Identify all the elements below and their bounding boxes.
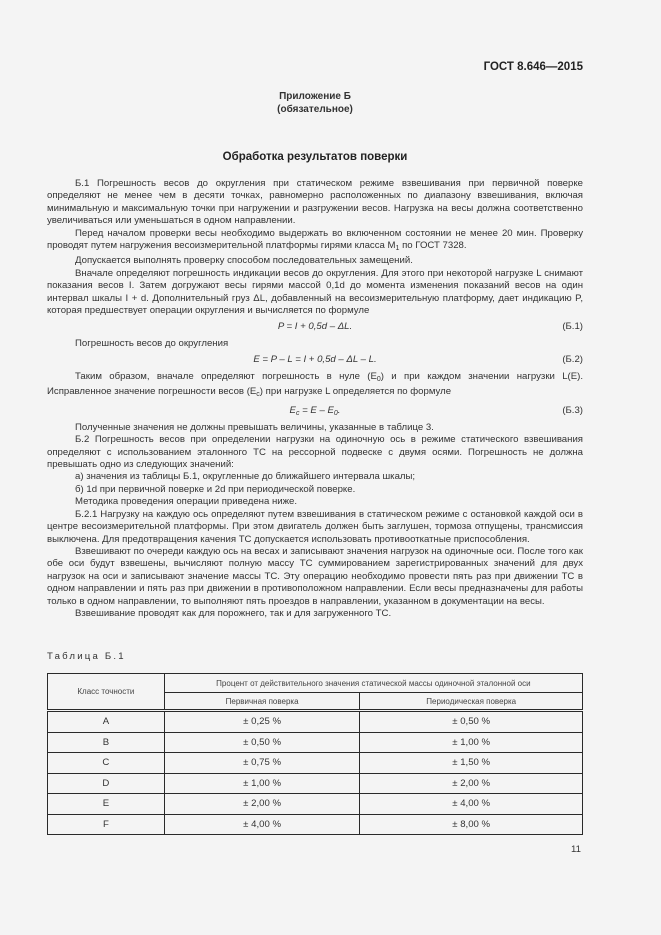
paragraph-substitution: Допускается выполнять проверку способом последовательных замещений. bbox=[75, 255, 413, 267]
accuracy-class-table bbox=[47, 673, 583, 835]
header-initial-verification: Первичная поверка bbox=[164, 693, 360, 711]
list-item-a: а) значения из таблицы Б.1, округленные до ближайшего интервала шкалы; bbox=[75, 471, 416, 483]
paragraph-indication-error: Вначале определяют погрешность индикации весов до округления. Для этого при некоторой нагрузке L снимают показания весов I. Затем догружают весы гирями массой 0,1d до момента изменения показаний весов на один интервал шкалы I + d. Дополнительный груз ΔL, добавленный на весоизмерительную платформу, дает индикацию P, которая предшествует операции округления и вычисляется по формуле bbox=[47, 267, 583, 317]
formula-number: (Б.1) bbox=[562, 321, 583, 333]
formula-b2 bbox=[47, 354, 583, 366]
cell-class: E bbox=[48, 794, 165, 815]
cell-initial: ± 4,00 % bbox=[164, 814, 360, 835]
formula-b3 bbox=[47, 405, 583, 417]
cell-initial: ± 2,00 % bbox=[164, 794, 360, 815]
table-row bbox=[48, 753, 583, 774]
formula-expression: $E_c = E - E_0$. bbox=[289, 405, 341, 418]
cell-periodic: ± 1,50 % bbox=[360, 753, 583, 774]
paragraph-b2: Б.2 Погрешность весов при определении нагрузки на одиночную ось в режиме статического взвешивания определяют с использованием эталонного ТС на рессорной подвеске с двумя осями. Погрешность не должна превышать одно из следующих значений: bbox=[47, 434, 583, 471]
table-row bbox=[48, 711, 583, 733]
section-title: Обработка результатов поверки bbox=[222, 151, 408, 163]
paragraph-preparation: Перед началом проверки весы необходимо выдержать во включенном состоянии не менее 20 мин. Проверку проводят путем нагружения весоизмерительной платформы гирями класса $M_1$ по ГОСТ 7328. bbox=[47, 227, 583, 253]
body-text bbox=[47, 178, 583, 620]
list-item-b: б) 1d при первичной поверке и 2d при периодической поверке. bbox=[75, 483, 356, 495]
header-accuracy-class: Класс точности bbox=[48, 674, 165, 711]
cell-class: D bbox=[48, 773, 165, 794]
annex-heading bbox=[0, 91, 630, 116]
cell-initial: ± 1,00 % bbox=[164, 773, 360, 794]
cell-periodic: ± 2,00 % bbox=[360, 773, 583, 794]
paragraph-b1: Б.1 Погрешность весов до округления при статическом режиме взвешивания при первичной поверке определяют не менее чем в десяти точках, равномерно расположенных по диапазону взвешивания, включая минимальную и максимальную точки при нагружении и разгружении весов. Нагрузка на весы должна соответственно увеличиваться или уменьшаться в одном направлении. bbox=[47, 178, 583, 227]
table-row bbox=[48, 773, 583, 794]
page-number: 11 bbox=[571, 844, 581, 855]
formula-expression: E = P – L = I + 0,5d – ΔL – L. bbox=[253, 354, 377, 366]
cell-initial: ± 0,75 % bbox=[164, 753, 360, 774]
annex-title: Приложение Б bbox=[279, 91, 351, 102]
annex-status: (обязательное) bbox=[277, 103, 353, 115]
cell-periodic: ± 0,50 % bbox=[360, 711, 583, 733]
paragraph-limits: Полученные значения не должны превышать величины, указанные в таблице 3. bbox=[75, 421, 434, 433]
cell-class: C bbox=[48, 753, 165, 774]
formula-b1 bbox=[47, 321, 583, 333]
formula-expression: P = I + 0,5d – ΔL. bbox=[277, 321, 353, 333]
document-code: ГОСТ 8.646—2015 bbox=[483, 61, 583, 73]
cell-periodic: ± 1,00 % bbox=[360, 732, 583, 753]
paragraph-method: Методика проведения операции приведена ниже. bbox=[75, 496, 298, 508]
cell-periodic: ± 8,00 % bbox=[360, 814, 583, 835]
table-row bbox=[48, 814, 583, 835]
cell-class: B bbox=[48, 732, 165, 753]
table-row bbox=[48, 732, 583, 753]
header-periodic-verification: Периодическая поверка bbox=[360, 693, 583, 711]
table-caption: Таблица Б.1 bbox=[47, 651, 126, 662]
cell-class: F bbox=[48, 814, 165, 835]
paragraph-empty-loaded: Взвешивание проводят как для порожнего, так и для загруженного ТС. bbox=[75, 607, 392, 619]
cell-class: A bbox=[48, 711, 165, 733]
paragraph-b2-1: Б.2.1 Нагрузку на каждую ось определяют путем взвешивания в статическом режиме с остановкой каждой оси в центре весоизмерительной платформы. При этом двигатель должен быть заглушен, тормоза отпущены, трансмиссия выключена. Для предотвращения качения ТС допускается использовать противооткатные приспособления. bbox=[47, 508, 583, 545]
table-row bbox=[48, 794, 583, 815]
formula-number: (Б.3) bbox=[562, 405, 583, 417]
formula-number: (Б.2) bbox=[562, 354, 583, 366]
paragraph-error-before-rounding: Погрешность весов до округления bbox=[75, 337, 229, 349]
cell-periodic: ± 4,00 % bbox=[360, 794, 583, 815]
cell-initial: ± 0,25 % bbox=[164, 711, 360, 733]
header-percentage-group: Процент от действительного значения статической массы одиночной эталонной оси bbox=[164, 674, 582, 693]
cell-initial: ± 0,50 % bbox=[164, 732, 360, 753]
paragraph-weighing-axles: Взвешивают по очереди каждую ось на весах и записывают значения нагрузок на одиночные оси. После того как обе оси будут взвешены, вычисляют полную массу ТС суммированием зарегистрированных значений для двух нагрузок на оси и записывают значение массы ТС. Эту операцию необходимо провести пять раз при движении ТС в одном направлении и пять раз при движении в противоположном направлении. Если весы предназначены для работы только в одном направлении, то выполняют пять проездов в направлении, указанном в документации на весы. bbox=[47, 545, 583, 607]
paragraph-zero-error: Таким образом, вначале определяют погрешность в нуле $(E_0)$ и при каждом значении нагрузки L(E). Исправленное значение погрешности весов $(E_c)$ при нагрузке L определяется по формуле bbox=[47, 370, 583, 399]
